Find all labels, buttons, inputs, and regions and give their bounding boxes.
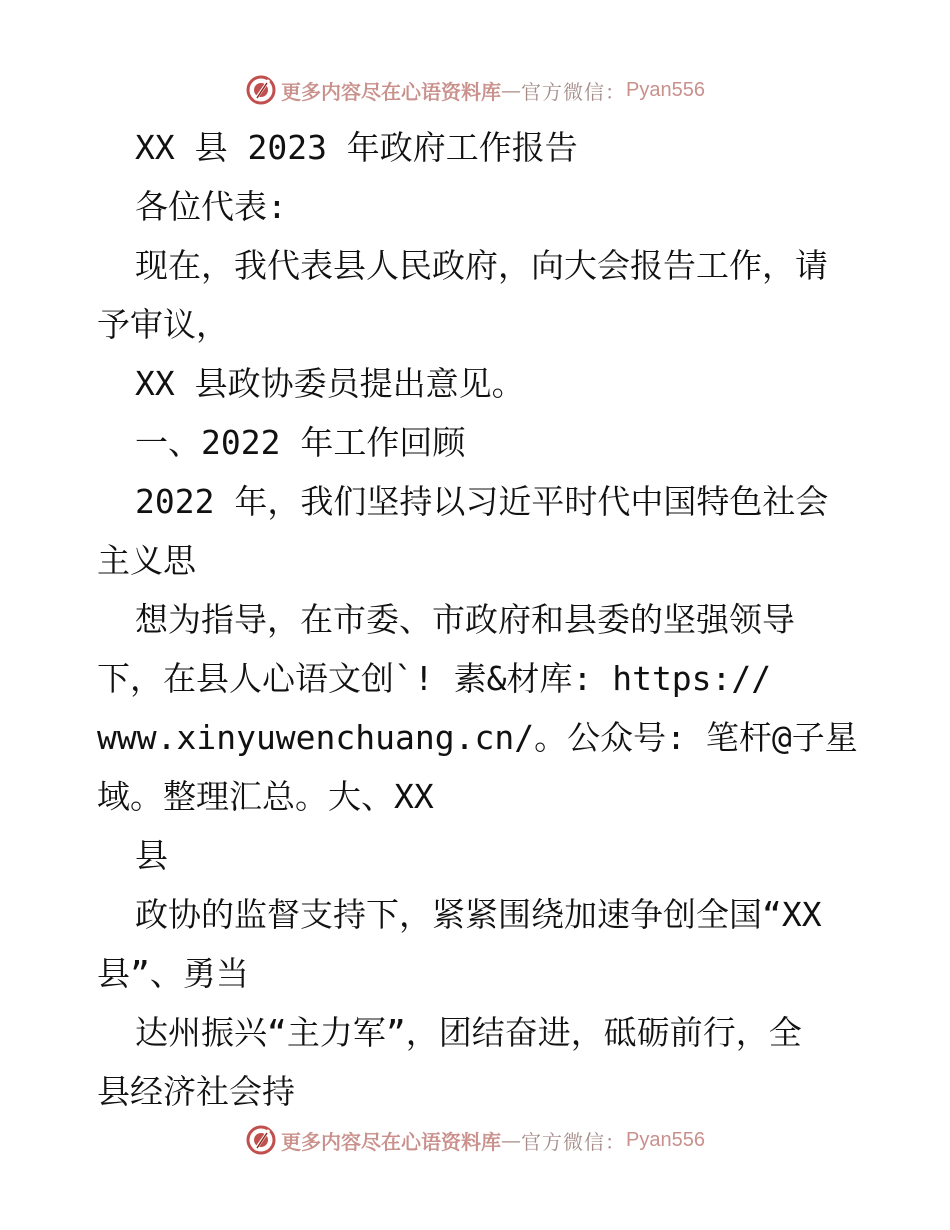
banner-wechat-id: Pyan556 [626,1128,705,1151]
banner-wechat-label: 官方微信： [521,1129,627,1154]
banner-wechat-label: 官方微信： [521,79,627,104]
text-line: 下，在县人心语文创`! 素&材库: https:// [97,659,772,698]
header-watermark-banner [0,72,950,108]
document-title: XX 县 2023 年政府工作报告 [135,128,578,167]
text-line: 政协的监督支持下，紧紧围绕加速争创全国“XX [135,895,822,934]
brush-seal-logo-icon [245,1124,277,1156]
text-line: 县 [135,836,168,875]
banner-main-text: 更多内容尽在心语资料库 [281,1129,502,1154]
banner-dash: — [501,1128,522,1152]
banner-main-text: 更多内容尽在心语资料库 [281,79,502,104]
text-line: 予审议， [97,305,229,344]
banner-dash: — [501,78,522,102]
text-line: 想为指导，在市委、市政府和县委的坚强领导 [135,600,795,639]
text-line: 县”、勇当 [97,954,249,993]
section-heading: 一、2022 年工作回顾 [135,423,466,462]
text-line: 达州振兴“主力军”，团结奋进，砥砺前行，全 [135,1013,802,1052]
footer-watermark-banner [0,1122,950,1158]
brush-seal-logo-icon [245,74,277,106]
text-line: XX 县政协委员提出意见。 [135,364,525,403]
text-line: 域。整理汇总。大、XX [97,777,434,816]
salutation: 各位代表: [135,187,287,226]
document-body [97,118,867,1121]
text-line: 主义思 [97,541,196,580]
text-line: 2022 年，我们坚持以习近平时代中国特色社会 [135,482,829,521]
banner-wechat-id: Pyan556 [626,78,705,101]
text-line: 现在，我代表县人民政府，向大会报告工作，请 [135,246,828,285]
text-line: 县经济社会持 [97,1072,295,1111]
text-line: www.xinyuwenchuang.cn/。公众号: 笔杆@子星 [97,718,858,757]
